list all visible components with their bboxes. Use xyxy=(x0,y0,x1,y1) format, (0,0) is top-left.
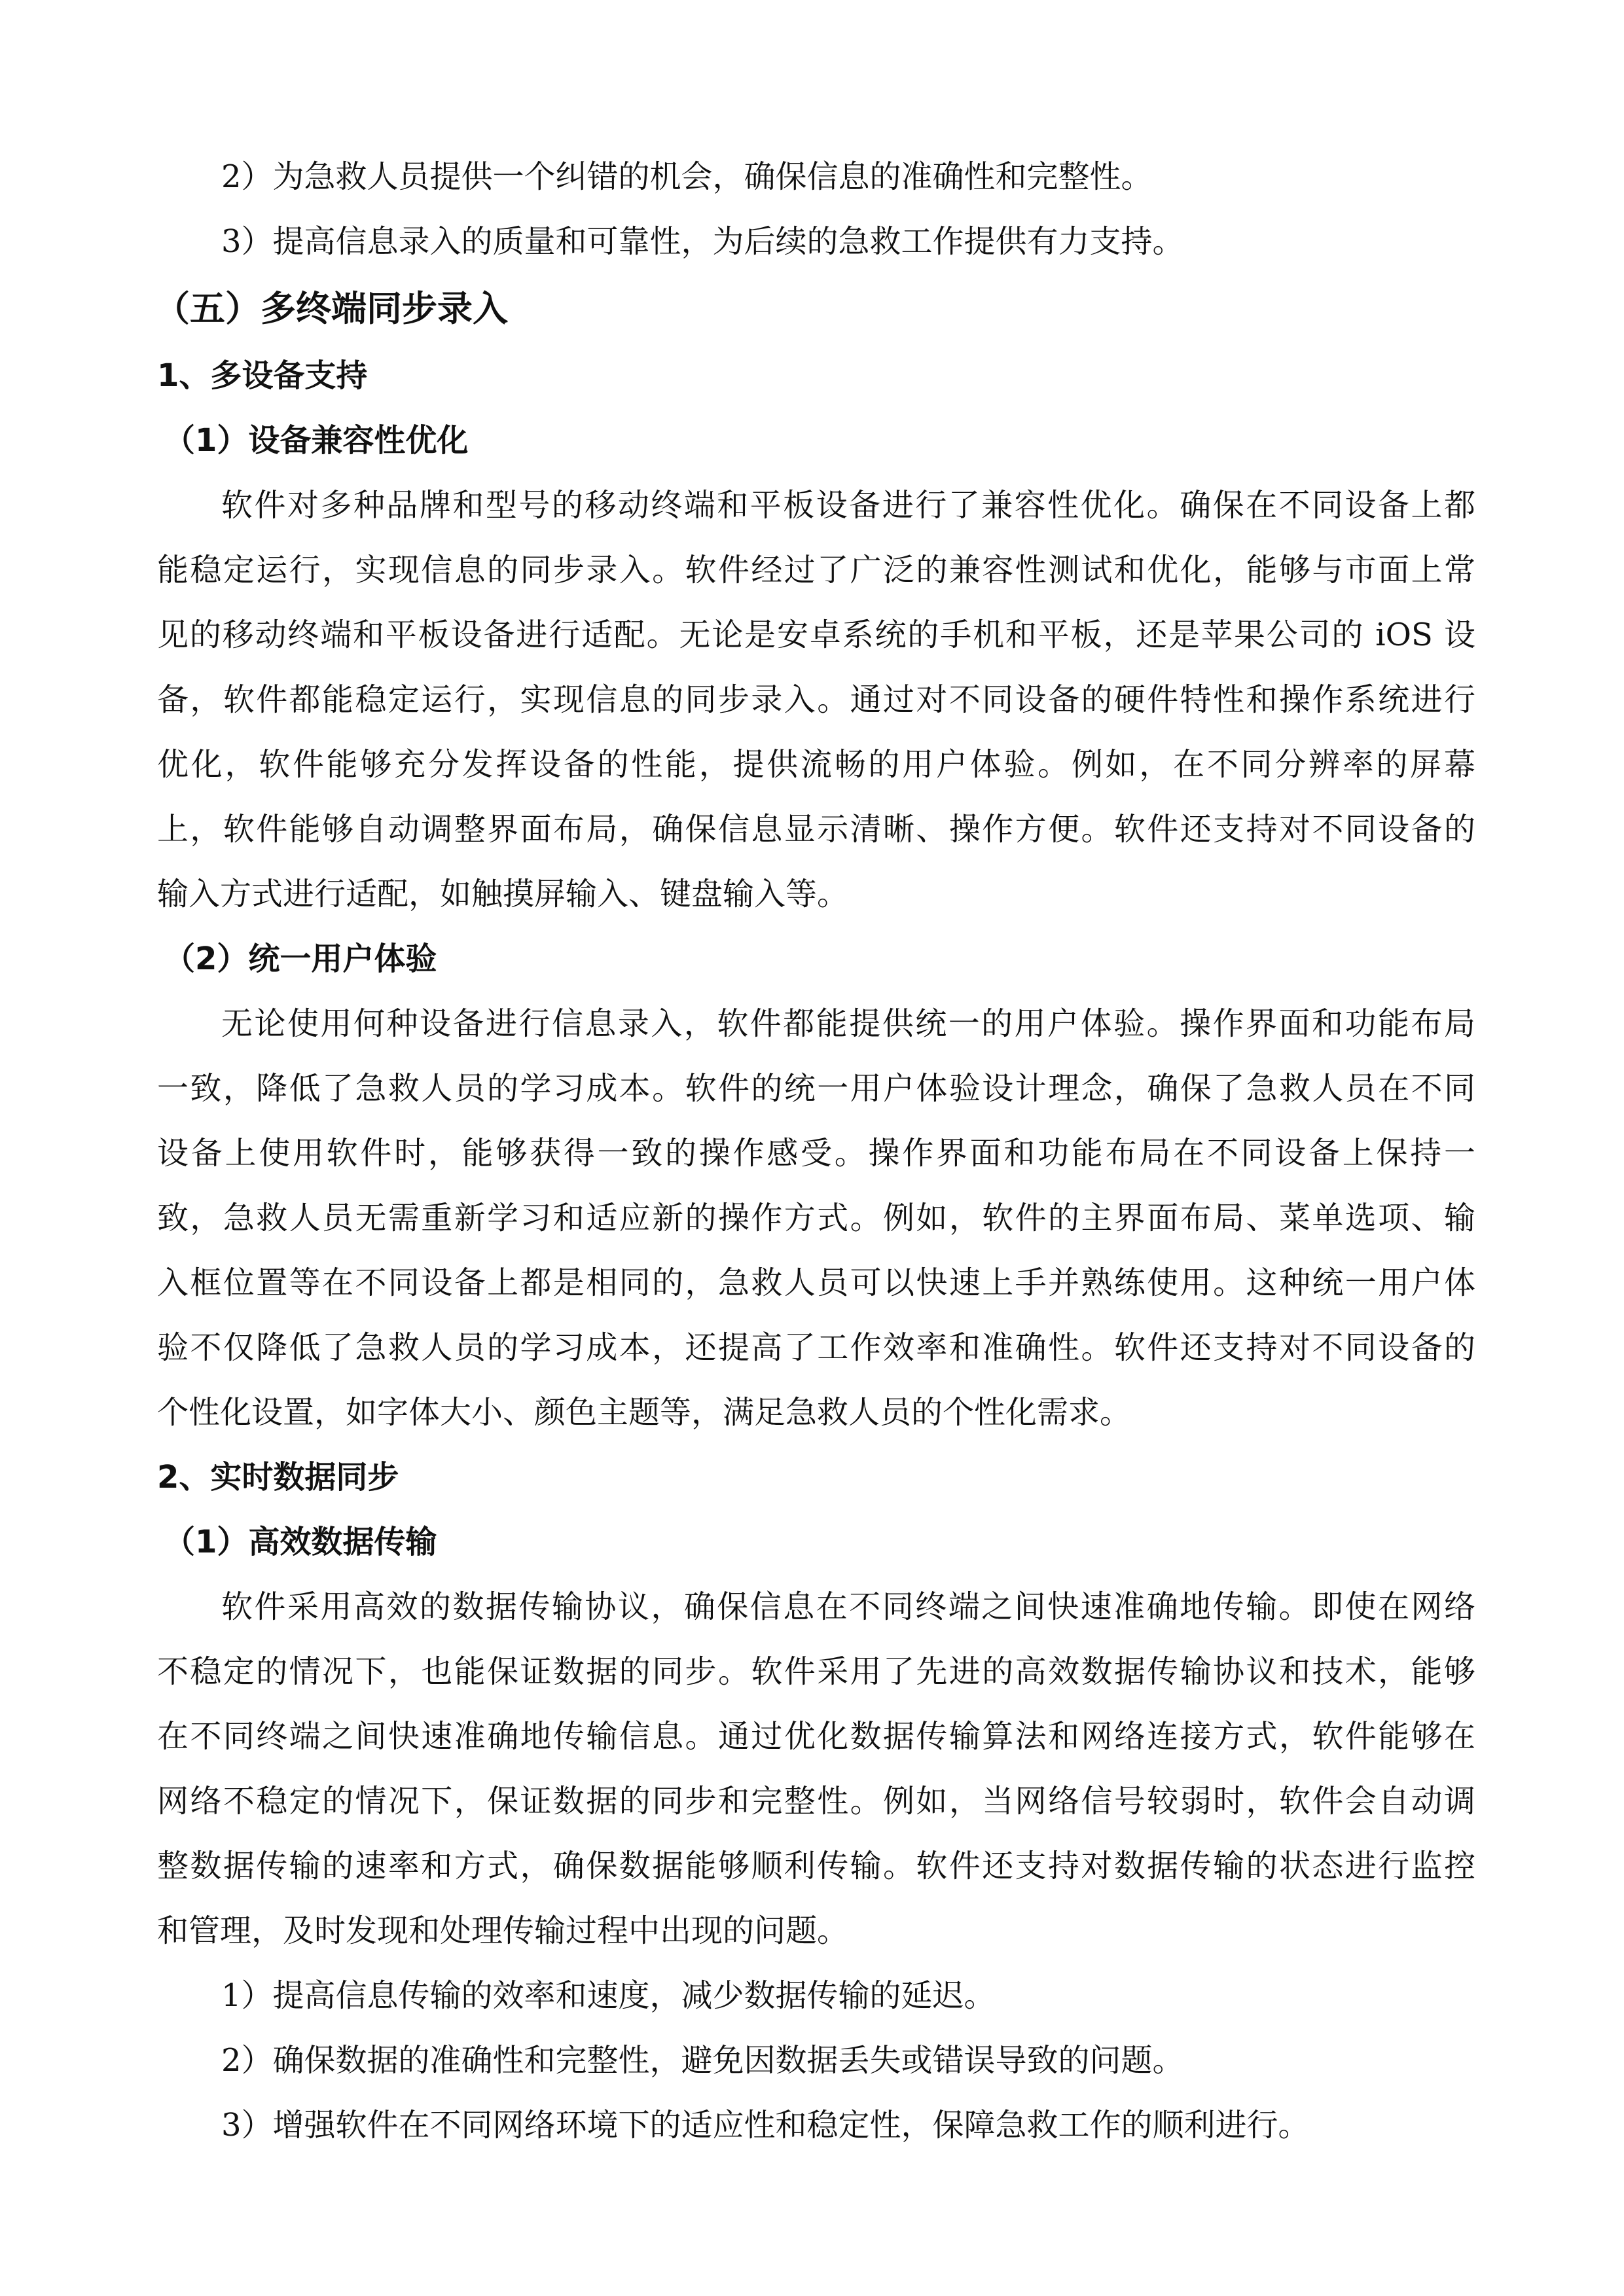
paragraph xyxy=(157,1575,1475,1964)
list-item xyxy=(157,209,1475,274)
paragraph-line: 验不仅降低了急救人员的学习成本，还提高了工作效率和准确性。软件还支持对不同设备的 xyxy=(157,1329,1475,1366)
subheading xyxy=(157,344,1475,408)
list-item-line: 2）为急救人员提供一个纠错的机会，确保信息的准确性和完整性。 xyxy=(221,158,1153,195)
paragraph-line: 入框位置等在不同设备上都是相同的，急救人员可以快速上手并熟练使用。这种统一用户体 xyxy=(157,1265,1475,1301)
subsubheading-line: （2）统一用户体验 xyxy=(164,941,437,977)
paragraph xyxy=(157,473,1475,927)
paragraph-line: 输入方式进行适配，如触摸屏输入、键盘输入等。 xyxy=(157,876,849,912)
list-item xyxy=(157,145,1475,209)
paragraph-line: 见的移动终端和平板设备进行适配。无论是安卓系统的手机和平板，还是苹果公司的 iOS 设 xyxy=(157,617,1475,653)
list-item xyxy=(157,2093,1475,2158)
paragraph-line: 优化，软件能够充分发挥设备的性能，提供流畅的用户体验。例如，在不同分辨率的屏幕 xyxy=(157,746,1475,783)
paragraph-line: 网络不稳定的情况下，保证数据的同步和完整性。例如，当网络信号较弱时，软件会自动调 xyxy=(157,1783,1475,1820)
list-item-line: 1）提高信息传输的效率和速度，减少数据传输的延迟。 xyxy=(221,1977,996,2014)
subsubheading-line: （1）设备兼容性优化 xyxy=(164,422,469,459)
paragraph-line: 上，软件能够自动调整界面布局，确保信息显示清晰、操作方便。软件还支持对不同设备的 xyxy=(157,811,1475,848)
paragraph-line: 在不同终端之间快速准确地传输信息。通过优化数据传输算法和网络连接方式，软件能够在 xyxy=(157,1718,1475,1755)
paragraph-line: 个性化设置，如字体大小、颜色主题等，满足急救人员的个性化需求。 xyxy=(157,1394,1132,1431)
paragraph-line: 无论使用何种设备进行信息录入，软件都能提供统一的用户体验。操作界面和功能布局 xyxy=(221,1005,1475,1042)
list-item xyxy=(157,2028,1475,2093)
paragraph-line: 不稳定的情况下，也能保证数据的同步。软件采用了先进的高效数据传输协议和技术，能够 xyxy=(157,1653,1475,1690)
paragraph xyxy=(157,992,1475,1445)
subsubheading-line: （1）高效数据传输 xyxy=(164,1524,437,1560)
subheading-line: 2、实时数据同步 xyxy=(157,1459,399,1496)
paragraph-line: 能稳定运行，实现信息的同步录入。软件经过了广泛的兼容性测试和优化，能够与市面上常 xyxy=(157,552,1475,588)
paragraph-line: 备，软件都能稳定运行，实现信息的同步录入。通过对不同设备的硬件特性和操作系统进行 xyxy=(157,681,1475,718)
paragraph-line: 软件对多种品牌和型号的移动终端和平板设备进行了兼容性优化。确保在不同设备上都 xyxy=(221,487,1475,524)
subheading-line: 1、多设备支持 xyxy=(157,357,368,394)
subheading xyxy=(157,1445,1475,1510)
subsubheading xyxy=(157,1510,1475,1575)
paragraph-line: 一致，降低了急救人员的学习成本。软件的统一用户体验设计理念，确保了急救人员在不同 xyxy=(157,1070,1475,1107)
list-item-line: 2）确保数据的准确性和完整性，避免因数据丢失或错误导致的问题。 xyxy=(221,2042,1184,2079)
subsubheading xyxy=(157,408,1475,473)
section-heading-line: （五）多终端同步录入 xyxy=(154,288,508,329)
paragraph-line: 致，急救人员无需重新学习和适应新的操作方式。例如，软件的主界面布局、菜单选项、输 xyxy=(157,1200,1475,1236)
list-item-line: 3）增强软件在不同网络环境下的适应性和稳定性，保障急救工作的顺利进行。 xyxy=(221,2107,1310,2144)
paragraph-line: 设备上使用软件时，能够获得一致的操作感受。操作界面和功能布局在不同设备上保持一 xyxy=(157,1135,1475,1172)
list-item-line: 3）提高信息录入的质量和可靠性，为后续的急救工作提供有力支持。 xyxy=(221,223,1184,260)
paragraph-line: 和管理，及时发现和处理传输过程中出现的问题。 xyxy=(157,1912,849,1949)
list-item xyxy=(157,1964,1475,2028)
document-page xyxy=(154,145,1475,2158)
paragraph-line: 软件采用高效的数据传输协议，确保信息在不同终端之间快速准确地传输。即使在网络 xyxy=(221,1588,1475,1625)
section-heading xyxy=(154,274,1475,344)
paragraph-line: 整数据传输的速率和方式，确保数据能够顺利传输。软件还支持对数据传输的状态进行监控 xyxy=(157,1848,1475,1884)
subsubheading xyxy=(157,927,1475,992)
